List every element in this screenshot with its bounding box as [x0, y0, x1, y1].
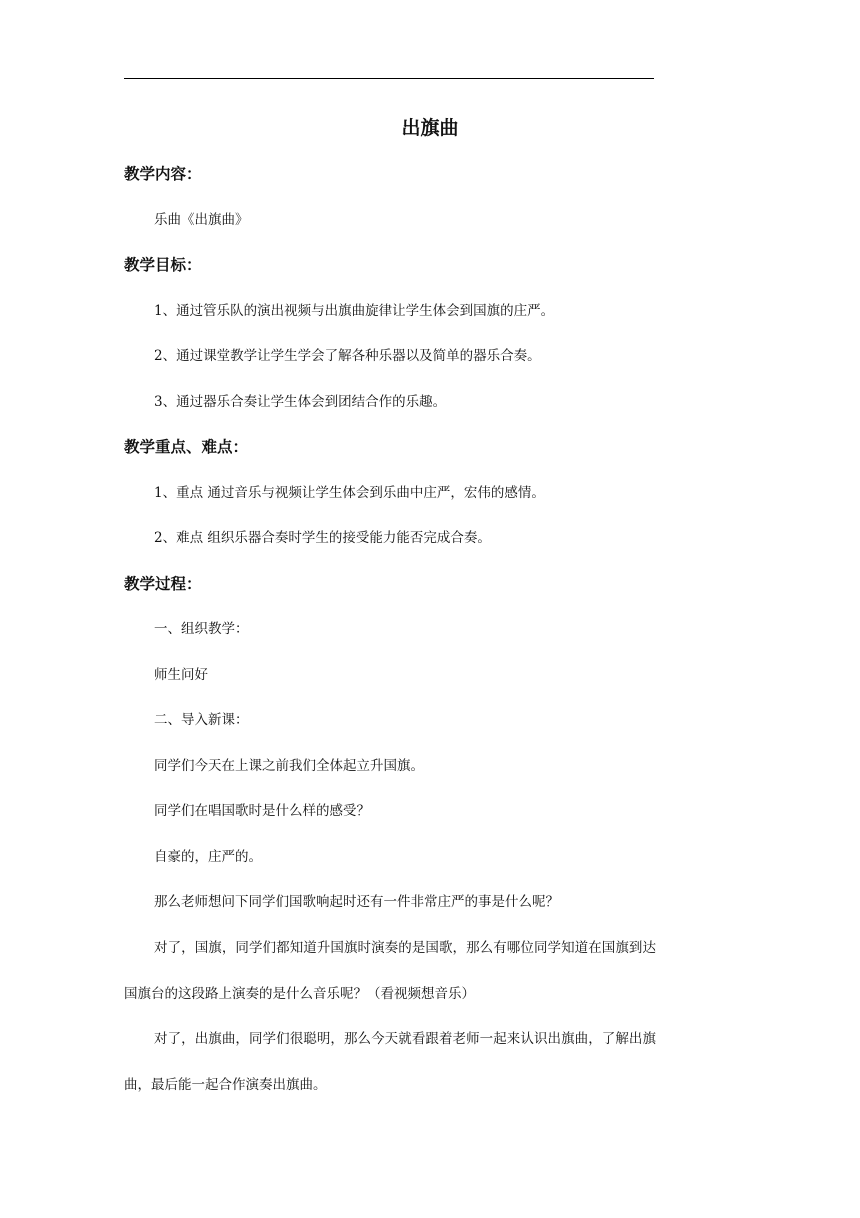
paragraph: 乐曲《出旗曲》 — [154, 212, 249, 228]
paragraph: 同学们今天在上课之前我们全体起立升国旗。 — [154, 758, 424, 774]
paragraph: 2、难点 组织乐器合奏时学生的接受能力能否完成合奏。 — [154, 530, 491, 546]
section-heading-content: 教学内容： — [124, 165, 202, 183]
paragraph: 2、通过课堂教学让学生学会了解各种乐器以及简单的器乐合奏。 — [154, 348, 541, 364]
paragraph: 师生问好 — [154, 667, 208, 683]
document-title: 出旗曲 — [401, 117, 459, 139]
section-heading-objectives: 教学目标： — [124, 256, 202, 274]
paragraph: 3、通过器乐合奏让学生体会到团结合作的乐趣。 — [154, 394, 447, 410]
section-heading-key-points: 教学重点、难点： — [124, 438, 249, 456]
paragraph: 1、重点 通过音乐与视频让学生体会到乐曲中庄严，宏伟的感情。 — [154, 485, 545, 501]
section-heading-process: 教学过程： — [124, 575, 202, 593]
paragraph: 对了，国旗，同学们都知道升国旗时演奏的是国歌，那么有哪位同学知道在国旗到达国旗台的这段路上演奏的是什么音乐呢？（看视频想音乐） — [124, 940, 656, 1002]
paragraph: 那么老师想问下同学们国歌响起时还有一件非常庄严的事是什么呢？ — [154, 894, 559, 910]
paragraph: 同学们在唱国歌时是什么样的感受？ — [154, 803, 370, 819]
paragraph: 二、导入新课： — [154, 712, 249, 728]
paragraph: 自豪的，庄严的。 — [154, 849, 262, 865]
paragraph: 一、组织教学： — [154, 621, 249, 637]
paragraph: 对了，出旗曲，同学们很聪明，那么今天就看跟着老师一起来认识出旗曲，了解出旗曲，最后能一起合作演奏出旗曲。 — [124, 1031, 656, 1093]
paragraph: 1、通过管乐队的演出视频与出旗曲旋律让学生体会到国旗的庄严。 — [154, 303, 555, 319]
header-rule — [124, 78, 654, 79]
